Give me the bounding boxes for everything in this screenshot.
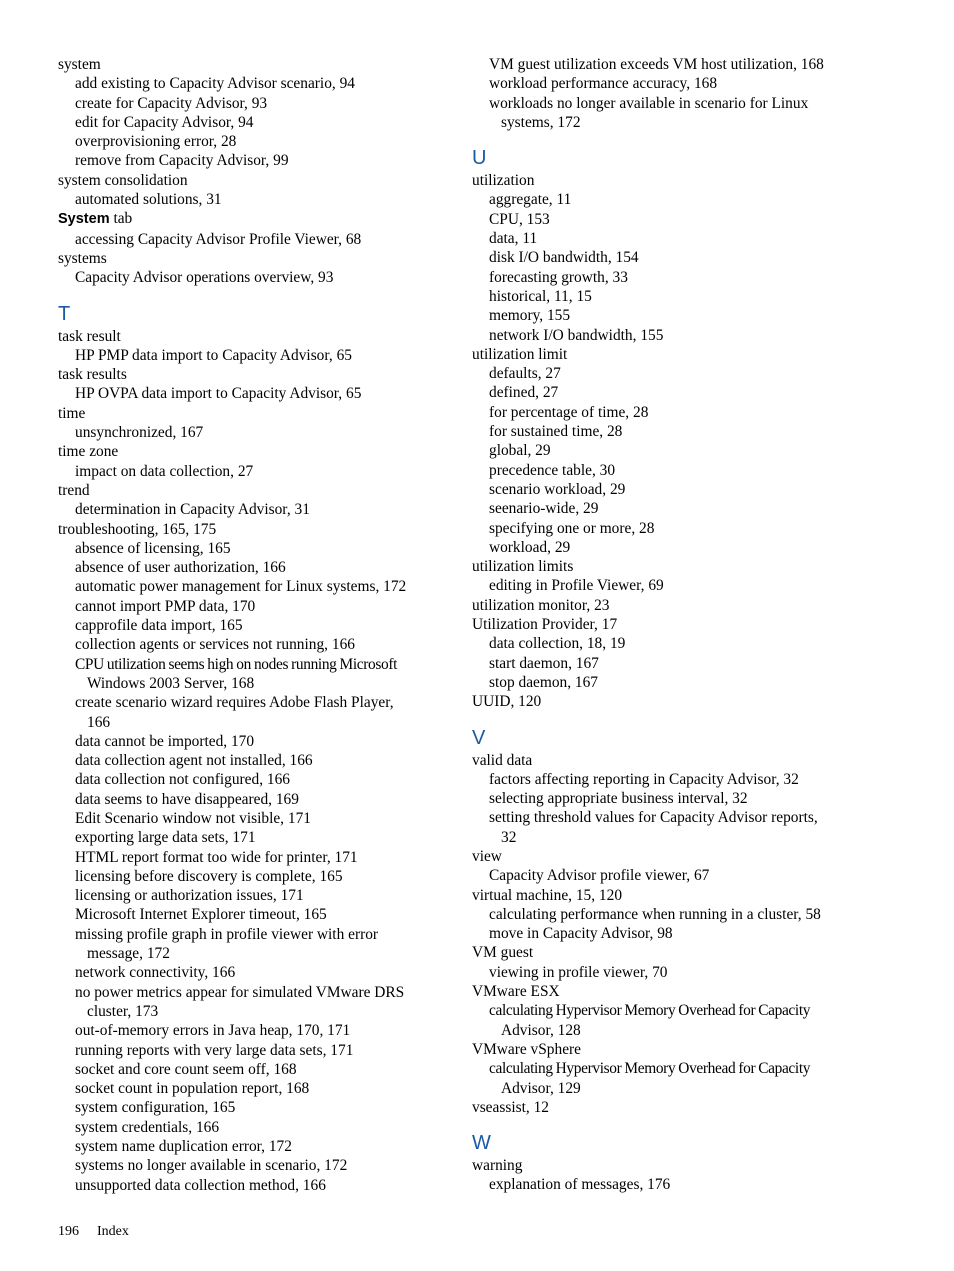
- index-subentry: workload, 29: [489, 538, 571, 556]
- index-column-left: [58, 55, 458, 1195]
- index-subentry: systems no longer available in scenario, 172: [75, 1157, 348, 1175]
- footer-section: Index: [97, 1224, 129, 1239]
- index-subentry: CPU, 153: [489, 210, 550, 228]
- index-subentry: automatic power management for Linux systems, 172: [75, 578, 407, 596]
- index-subentry: capprofile data import, 165: [75, 617, 243, 635]
- index-subentry: systems, 172: [501, 113, 581, 131]
- index-entry: warning: [472, 1157, 523, 1175]
- index-subentry: HTML report format too wide for printer, 171: [75, 848, 358, 866]
- index-entry: vseassist, 12: [472, 1098, 549, 1116]
- index-entry: utilization limits: [472, 558, 574, 576]
- index-entry: virtual machine, 15, 120: [472, 886, 623, 904]
- index-subentry: Advisor, 128: [501, 1021, 581, 1039]
- index-entry: utilization monitor, 23: [472, 596, 610, 614]
- page-footer: [58, 1222, 129, 1241]
- index-subentry: running reports with very large data sets, 171: [75, 1041, 354, 1059]
- index-subentry: CPU utilization seems high on nodes running Microsoft: [75, 655, 398, 673]
- index-subentry: Capacity Advisor profile viewer, 67: [489, 867, 710, 885]
- index-entry: VM guest: [472, 944, 534, 962]
- index-entry: trend: [58, 481, 90, 499]
- index-subentry: socket count in population report, 168: [75, 1080, 310, 1098]
- index-entry-text: tab: [109, 210, 133, 228]
- index-subentry: explanation of messages, 176: [489, 1176, 671, 1194]
- index-subentry: viewing in profile viewer, 70: [489, 963, 668, 981]
- index-subentry: 32: [501, 828, 517, 846]
- index-entry: system: [58, 56, 101, 73]
- index-subentry: absence of user authorization, 166: [75, 559, 286, 577]
- index-subentry: network I/O bandwidth, 155: [489, 326, 664, 344]
- index-subentry: accessing Capacity Advisor Profile Viewer, 68: [75, 230, 362, 248]
- index-subentry: remove from Capacity Advisor, 99: [75, 152, 289, 170]
- index-subentry: collection agents or services not running, 166: [75, 636, 355, 654]
- index-letter-heading: V: [472, 726, 486, 749]
- index-subentry: global, 29: [489, 442, 551, 460]
- index-subentry: specifying one or more, 28: [489, 519, 655, 537]
- index-subentry: forecasting growth, 33: [489, 268, 628, 286]
- index-subentry: create scenario wizard requires Adobe Flash Player,: [75, 694, 394, 712]
- index-subentry: move in Capacity Advisor, 98: [489, 925, 673, 943]
- index-entry: utilization limit: [472, 345, 568, 363]
- index-subentry: unsupported data collection method, 166: [75, 1176, 326, 1194]
- index-letter-heading: W: [472, 1132, 491, 1155]
- index-entry: systems: [58, 249, 107, 267]
- index-subentry: defined, 27: [489, 384, 559, 402]
- index-subentry: Capacity Advisor operations overview, 93: [75, 269, 334, 287]
- index-subentry: start daemon, 167: [489, 654, 599, 672]
- index-subentry: workloads no longer available in scenario for Linux: [489, 94, 809, 112]
- index-subentry: out-of-memory errors in Java heap, 170, 171: [75, 1022, 351, 1040]
- index-column-right: [472, 55, 872, 1195]
- index-entry: [58, 209, 458, 229]
- index-subentry: VM guest utilization exceeds VM host utilization, 168: [489, 56, 824, 73]
- index-entry: view: [472, 847, 502, 865]
- index-subentry: factors affecting reporting in Capacity Advisor, 32: [489, 770, 799, 788]
- index-subentry: exporting large data sets, 171: [75, 829, 256, 847]
- index-entry: UUID, 120: [472, 693, 542, 711]
- index-subentry: editing in Profile Viewer, 69: [489, 577, 664, 595]
- index-subentry: calculating Hypervisor Memory Overhead for Capacity: [489, 1060, 811, 1078]
- index-subentry: defaults, 27: [489, 365, 561, 383]
- index-entry: troubleshooting, 165, 175: [58, 520, 217, 538]
- index-letter-heading: U: [472, 147, 487, 170]
- page-number: 196: [58, 1224, 79, 1239]
- index-entry: utilization: [472, 172, 535, 190]
- index-subentry: cluster, 173: [87, 1002, 159, 1020]
- index-subentry: workload performance accuracy, 168: [489, 75, 718, 93]
- index-subentry: create for Capacity Advisor, 93: [75, 94, 268, 112]
- index-subentry: absence of licensing, 165: [75, 539, 231, 557]
- index-subentry: precedence table, 30: [489, 461, 616, 479]
- index-subentry: stop daemon, 167: [489, 673, 599, 691]
- index-subentry: data cannot be imported, 170: [75, 732, 255, 750]
- index-subentry: determination in Capacity Advisor, 31: [75, 501, 310, 519]
- index-subentry: calculating performance when running in a cluster, 58: [489, 905, 821, 923]
- index-subentry: overprovisioning error, 28: [75, 133, 237, 151]
- index-subentry: socket and core count seem off, 168: [75, 1060, 297, 1078]
- index-letter-heading: T: [58, 302, 71, 325]
- index-subentry: memory, 155: [489, 307, 571, 325]
- index-subentry: for sustained time, 28: [489, 423, 623, 441]
- index-subentry: licensing before discovery is complete, 165: [75, 867, 343, 885]
- index-entry: time: [58, 404, 86, 422]
- index-subentry: HP PMP data import to Capacity Advisor, 65: [75, 346, 352, 364]
- index-subentry: HP OVPA data import to Capacity Advisor, 65: [75, 385, 362, 403]
- index-entry: valid data: [472, 751, 533, 769]
- index-subentry: message, 172: [87, 945, 170, 963]
- index-subentry: system name duplication error, 172: [75, 1138, 292, 1156]
- index-subentry: disk I/O bandwidth, 154: [489, 249, 639, 267]
- index-subentry: data collection, 18, 19: [489, 635, 626, 653]
- index-entry: VMware ESX: [472, 983, 560, 1001]
- index-entry: task results: [58, 366, 127, 384]
- index-subentry: data collection agent not installed, 166: [75, 752, 313, 770]
- index-subentry: Advisor, 129: [501, 1079, 581, 1097]
- index-entry: time zone: [58, 443, 119, 461]
- index-subentry: automated solutions, 31: [75, 191, 222, 209]
- index-subentry: network connectivity, 166: [75, 964, 236, 982]
- index-subentry: edit for Capacity Advisor, 94: [75, 113, 254, 131]
- index-subentry: aggregate, 11: [489, 191, 572, 209]
- index-subentry: setting threshold values for Capacity Advisor reports,: [489, 809, 818, 827]
- index-subentry: data seems to have disappeared, 169: [75, 790, 299, 808]
- index-subentry: seenario-wide, 29: [489, 500, 599, 518]
- index-subentry: missing profile graph in profile viewer with error: [75, 925, 379, 943]
- index-entry: Utilization Provider, 17: [472, 616, 618, 634]
- index-subentry: system configuration, 165: [75, 1099, 236, 1117]
- index-subentry: Edit Scenario window not visible, 171: [75, 809, 311, 827]
- index-subentry: selecting appropriate business interval, 32: [489, 790, 748, 808]
- index-subentry: historical, 11, 15: [489, 287, 592, 305]
- index-subentry: cannot import PMP data, 170: [75, 597, 256, 615]
- index-subentry: Windows 2003 Server, 168: [87, 674, 255, 692]
- index-subentry: licensing or authorization issues, 171: [75, 887, 304, 905]
- index-entry: VMware vSphere: [472, 1040, 581, 1058]
- index-subentry: add existing to Capacity Advisor scenario, 94: [75, 75, 355, 93]
- index-subentry: scenario workload, 29: [489, 480, 626, 498]
- index-subentry: data, 11: [489, 230, 538, 248]
- index-subentry: 166: [87, 713, 111, 731]
- index-subentry: unsynchronized, 167: [75, 424, 204, 442]
- index-subentry: data collection not configured, 166: [75, 771, 290, 789]
- index-subentry: no power metrics appear for simulated VMware DRS: [75, 983, 405, 1001]
- index-subentry: impact on data collection, 27: [75, 462, 254, 480]
- index-subentry: system credentials, 166: [75, 1118, 220, 1136]
- index-subentry: Microsoft Internet Explorer timeout, 165: [75, 906, 327, 924]
- index-subentry: calculating Hypervisor Memory Overhead for Capacity: [489, 1002, 811, 1020]
- index-entry: system consolidation: [58, 171, 188, 189]
- index-subentry: for percentage of time, 28: [489, 403, 649, 421]
- index-entry-bold-term: System: [58, 211, 110, 228]
- index-entry: task result: [58, 327, 121, 345]
